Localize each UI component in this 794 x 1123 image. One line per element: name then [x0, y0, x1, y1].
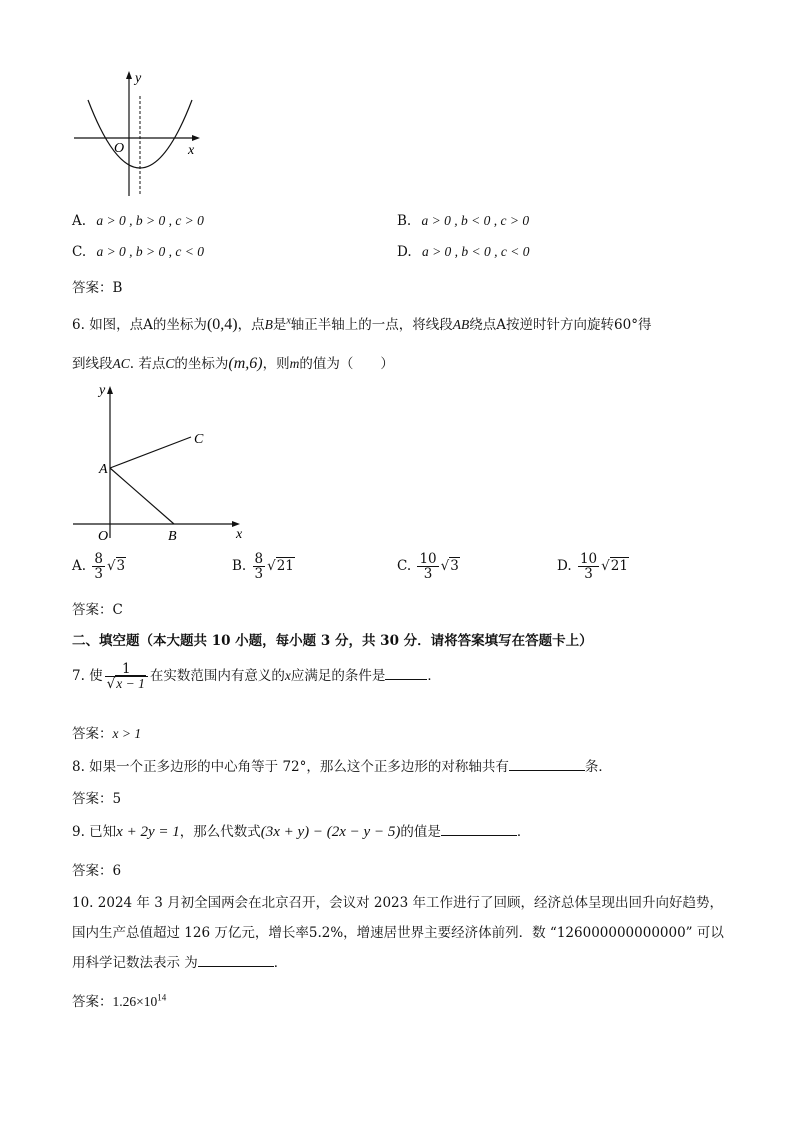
numerator: 8: [94, 551, 103, 567]
q5-option-d: [397, 244, 530, 260]
var-x: x: [286, 315, 291, 327]
q10-stem-line1: 10. 2024 年 3 月初全国两会在北京召开，会议对 2023 年工作进行了回顾，经济总体呈现出回升向好趋势，: [72, 895, 724, 911]
q6-answer: [72, 598, 123, 618]
period: ．: [273, 955, 288, 971]
option-letter: B.: [232, 558, 247, 575]
option-text: a > 0 , b > 0 , c < 0: [96, 244, 205, 259]
question-number: 7. 使: [72, 668, 103, 685]
numerator: 8: [254, 551, 264, 567]
q6-y-label: y: [99, 383, 106, 398]
stem-text: ，则: [262, 356, 290, 372]
stem-text: 的值是: [400, 824, 441, 840]
q6-y-arrow: [107, 386, 113, 394]
q7-answer-blank[interactable]: [385, 678, 427, 680]
option-letter: C.: [72, 244, 87, 260]
answer-value: C: [112, 602, 123, 618]
q5-origin-label: O: [114, 141, 125, 156]
q6-point-b-label: B: [168, 529, 177, 544]
answer-value: B: [112, 280, 123, 296]
stem-text: 到线段: [72, 356, 113, 372]
q9-expression: (3x + y) − (2x − y − 5): [260, 824, 401, 840]
stem-text: 8. 如果一个正多边形的中心角等于 72°，那么这个正多边形的对称轴共有: [72, 759, 509, 775]
q10-stem-line2: 国内生产总值超过 126 万亿元，增长率5.2%，增速居世界主要经济体前列．数 “126000000000000” 可以: [72, 925, 724, 941]
option-letter: D.: [557, 558, 572, 575]
q8-stem: [72, 755, 612, 775]
denominator: 3: [94, 566, 103, 583]
q9-answer-blank[interactable]: [441, 834, 517, 836]
q5-x-label: x: [188, 143, 195, 158]
option-text: a > 0 , b > 0 , c > 0: [96, 213, 204, 228]
denominator: 3: [584, 566, 593, 583]
denominator: 3: [423, 566, 433, 583]
q6-geometry-graph: [68, 380, 253, 545]
q6-option-c: C. $\frac{10}{3}$ √3: [397, 551, 459, 583]
answer-value: x > 1: [112, 726, 142, 741]
option-letter: C.: [397, 558, 412, 575]
stem-text: ，点: [237, 317, 265, 333]
q6-stem-line1: [72, 313, 651, 334]
q7-stem: [72, 662, 441, 691]
segment-ac: AC: [112, 356, 130, 371]
q7-fraction: [105, 662, 148, 691]
stem-text: ，那么代数式: [179, 824, 261, 840]
stem-text: . 若点: [129, 356, 166, 372]
q9-answer: [72, 859, 121, 879]
segment-ab: AB: [452, 317, 470, 332]
option-letter: A.: [72, 558, 87, 575]
q5-option-c: [72, 244, 204, 260]
q5-parabola-graph: [68, 68, 208, 203]
answer-label: 答案：: [72, 994, 113, 1010]
answer-label: 答案：: [72, 602, 113, 618]
answer-label: 答案：: [72, 280, 113, 296]
stem-text: 是: [272, 317, 287, 333]
answer-exponent: 14: [157, 992, 167, 1003]
option-letter: D.: [397, 244, 412, 260]
answer-label: 答案：: [72, 863, 113, 879]
stem-text: 的值为（ ）: [299, 356, 394, 372]
q5-option-a: [72, 213, 204, 229]
coord-a: (0,4): [206, 316, 238, 333]
q5-option-b: [397, 213, 529, 229]
stem-text: 在实数范围内有意义的: [149, 668, 285, 685]
answer-value: 6: [112, 863, 122, 879]
fraction: [578, 552, 599, 581]
fraction: [253, 552, 266, 581]
option-letter: A.: [72, 213, 87, 229]
q6-segment-ab: [110, 468, 174, 524]
answer-label: 答案：: [72, 791, 113, 807]
point-c: C: [165, 356, 175, 371]
section-2-title: 二、填空题（本大题共 10 小题，每小题 3 分，共 30 分．请将答案填写在答题卡上）: [72, 633, 593, 649]
q6-point-c-label: C: [194, 432, 204, 447]
option-text: a > 0 , b < 0 , c < 0: [421, 244, 530, 259]
numerator: 10: [579, 551, 598, 567]
q5-x-arrow: [192, 135, 200, 141]
q10-stem-line3: [72, 951, 287, 971]
q10-answer: [72, 990, 166, 1010]
coord-c: (m,6): [228, 355, 263, 372]
radicand: x − 1: [116, 676, 145, 692]
option-letter: B.: [397, 213, 412, 229]
stem-text: 绕点A按逆时针方向旋转60°得: [469, 317, 652, 333]
q5-y-label: y: [135, 71, 142, 86]
fraction: [92, 552, 105, 581]
radicand: 21: [610, 558, 628, 575]
question-number: 6.: [72, 317, 85, 333]
q9-equation: x + 2y = 1: [116, 824, 180, 840]
q5-y-arrow: [126, 71, 132, 79]
q6-origin-label: O: [98, 529, 109, 544]
stem-text: 如图，点A的坐标为: [89, 317, 207, 333]
stem-text: 轴正半轴上的一点，将线段: [290, 317, 453, 333]
q10-answer-blank[interactable]: [198, 965, 274, 967]
q7-answer: [72, 722, 141, 742]
answer-value: 5: [112, 791, 122, 807]
fraction: [417, 552, 438, 581]
stem-text: 用科学记数法表示 为: [72, 955, 198, 971]
option-text: a > 0 , b < 0 , c > 0: [421, 213, 530, 228]
q6-segment-ac: [110, 437, 191, 468]
denominator: 3: [254, 566, 264, 583]
q6-stem-line2: [72, 352, 394, 373]
var-m: m: [289, 356, 300, 371]
q6-point-a-label: A: [99, 462, 108, 477]
denominator: √x − 1: [106, 676, 145, 693]
q6-option-d: D. $\frac{10}{3}$ √21: [557, 551, 628, 583]
q6-option-b: B. $\frac{8}{3}$ √21: [232, 551, 294, 583]
radicand: 3: [116, 558, 126, 575]
var-x: x: [284, 668, 291, 684]
period: ．: [427, 668, 441, 685]
period: ．: [516, 824, 531, 840]
point-b: B: [264, 317, 273, 332]
answer-value: 1.26×10: [112, 994, 158, 1009]
stem-text: 条．: [584, 759, 612, 775]
numerator: 1: [105, 662, 148, 677]
stem-text: 应满足的条件是: [290, 668, 386, 685]
stem-text: 9. 已知: [72, 824, 117, 840]
q5-answer: [72, 276, 122, 296]
numerator: 10: [419, 551, 437, 567]
radicand: 3: [450, 558, 459, 575]
q9-stem: [72, 820, 530, 841]
q8-answer: [72, 787, 121, 807]
q8-answer-blank[interactable]: [509, 769, 585, 771]
q6-x-label: x: [236, 527, 243, 542]
answer-label: 答案：: [72, 726, 113, 742]
radicand: 21: [276, 558, 294, 575]
q6-option-a: A. $\frac{8}{3}$ √3: [72, 551, 126, 583]
stem-text: 的坐标为: [174, 356, 229, 372]
